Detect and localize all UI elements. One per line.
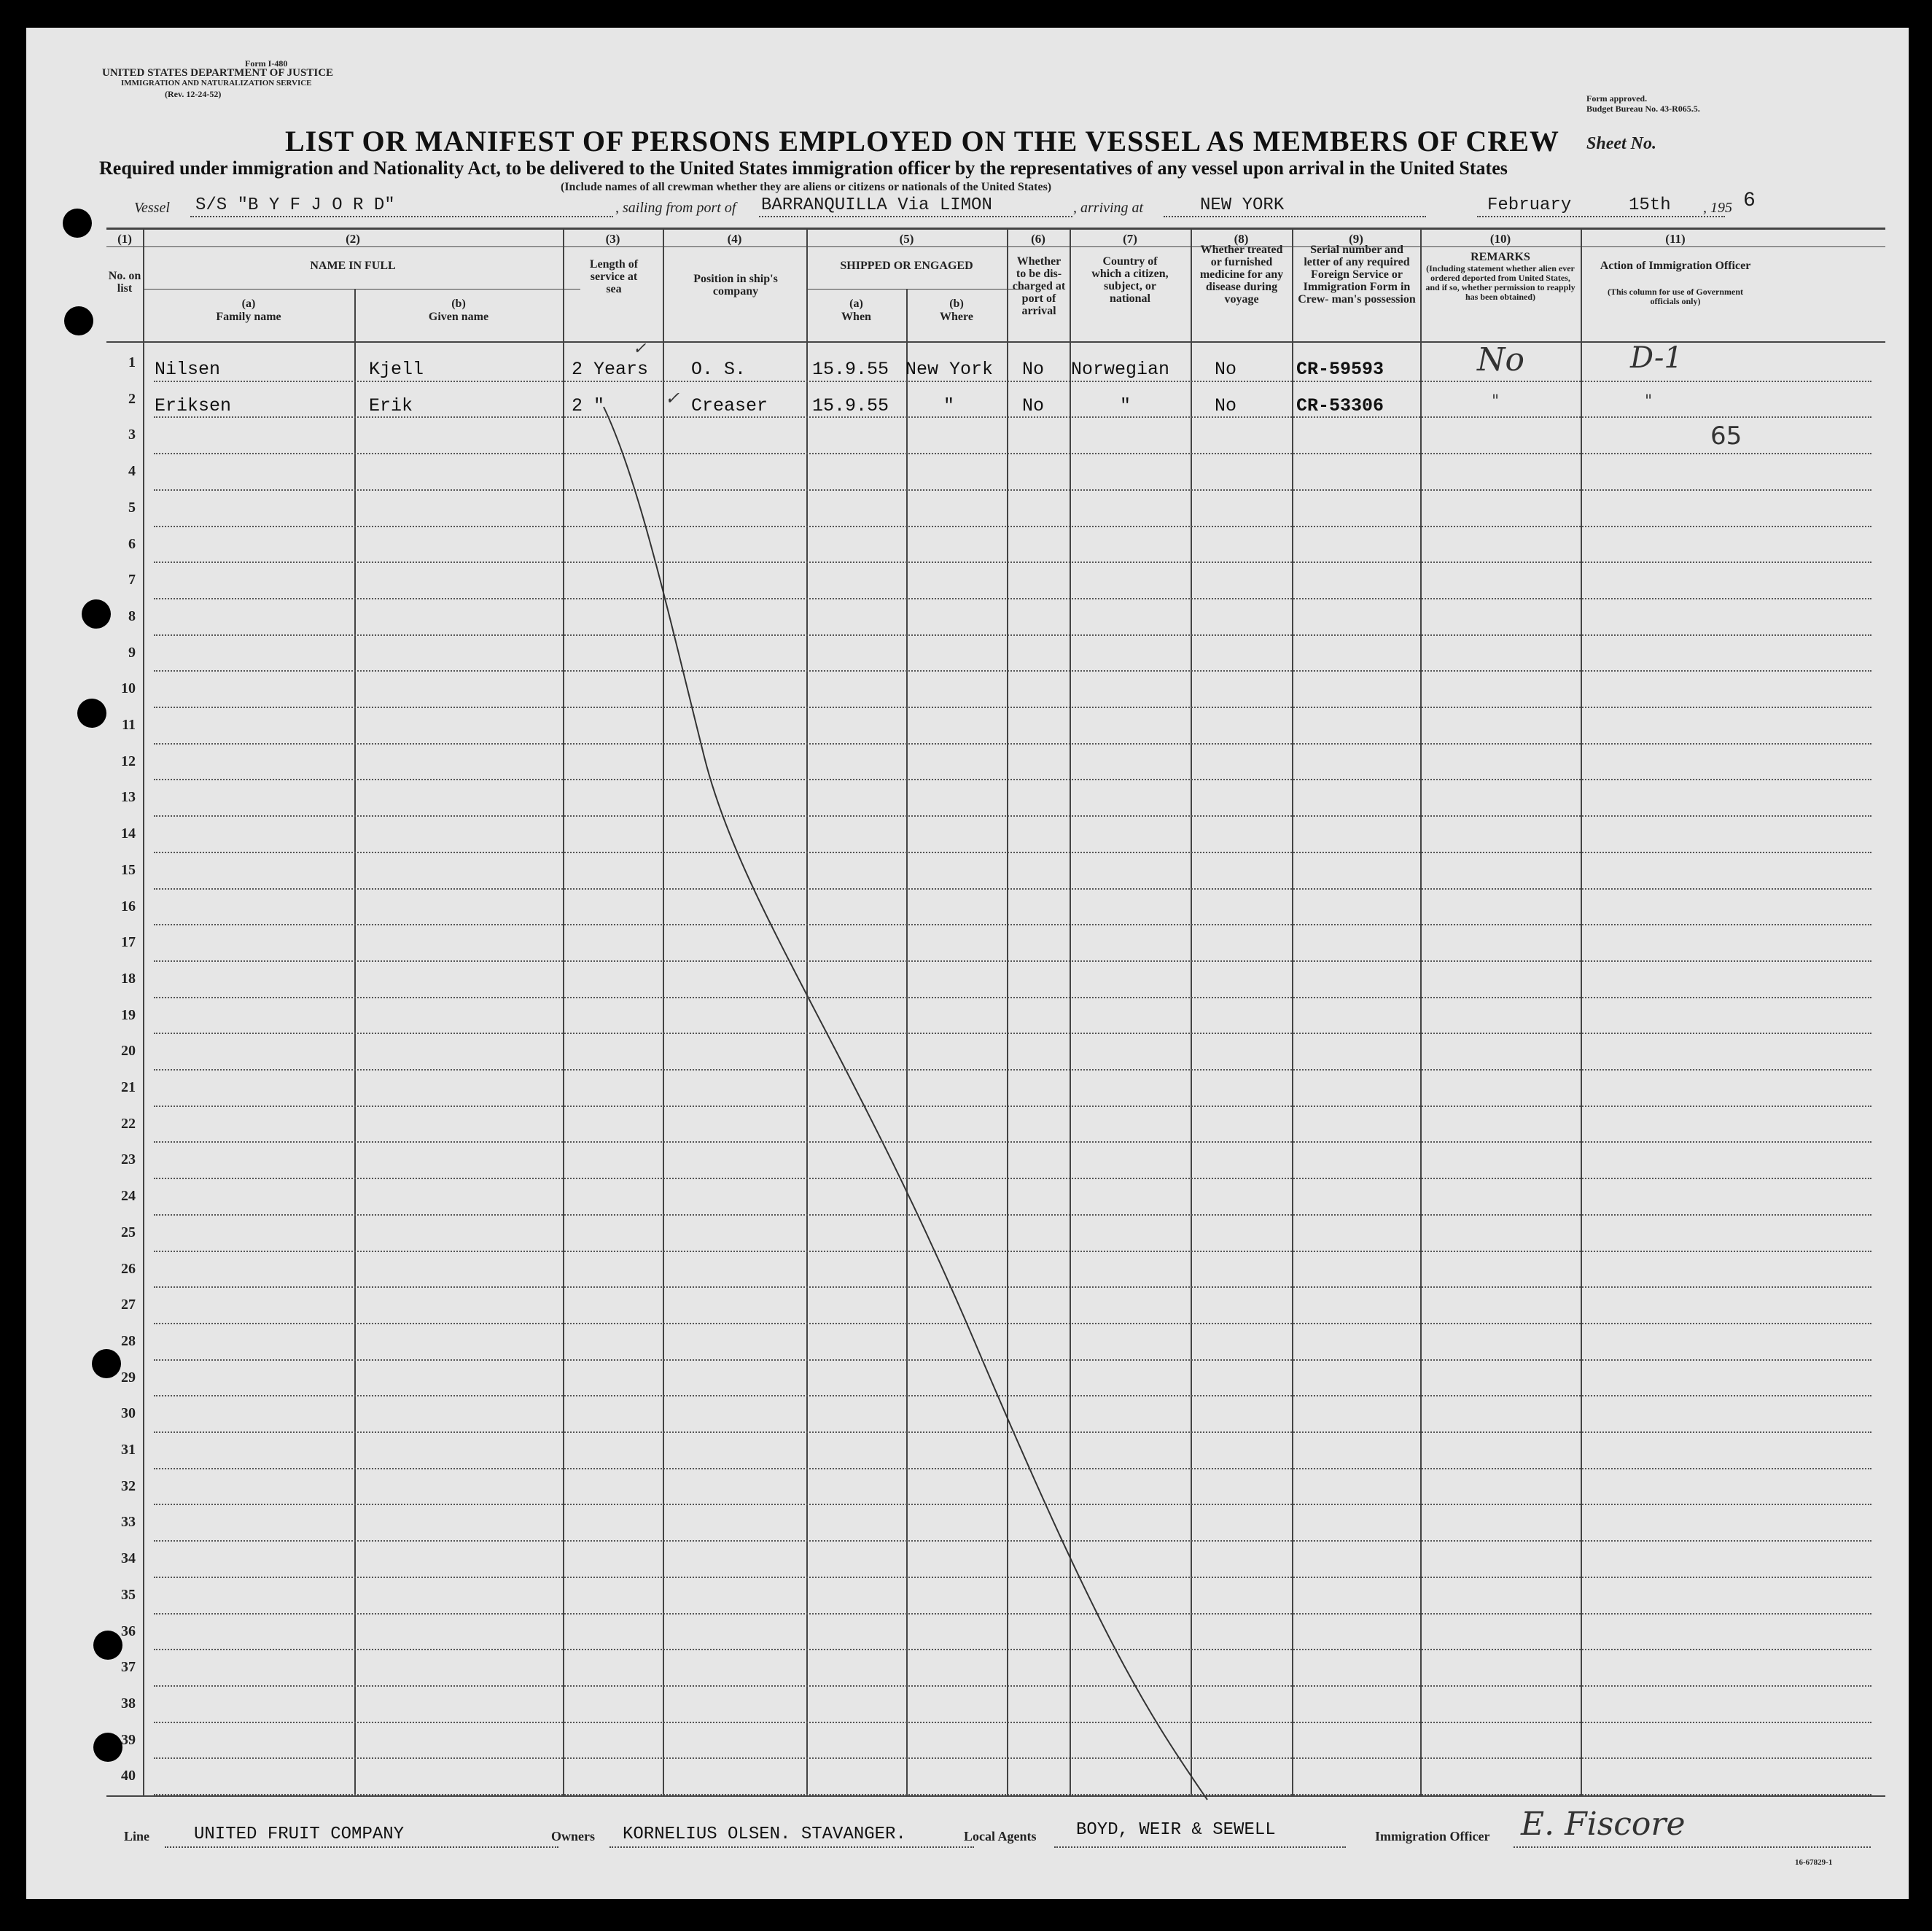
sailing-value: BARRANQUILLA Via LIMON — [761, 195, 992, 215]
footer-line-value: UNITED FRUIT COMPANY — [194, 1825, 405, 1844]
colnum-5: (5) — [899, 232, 914, 246]
sailing-label: , sailing from port of — [615, 200, 736, 216]
cell-discharged: No — [1022, 359, 1045, 380]
footer-line-underline — [165, 1846, 558, 1848]
check-mark-icon: ✓ — [633, 340, 647, 358]
footer-officer-underline — [1514, 1846, 1871, 1848]
row-number: 38 — [121, 1695, 136, 1712]
row-number: 1 — [128, 354, 136, 370]
row-number: 13 — [121, 789, 136, 805]
cell-family-name: Eriksen — [155, 395, 232, 416]
footer-officer-label: Immigration Officer — [1375, 1829, 1490, 1843]
cell-length: 2 Years — [572, 359, 649, 380]
cell-family-name: Nilsen — [155, 359, 221, 380]
row-number: 18 — [121, 971, 136, 987]
cell-position: Creaser — [691, 395, 768, 416]
row-number: 16 — [121, 898, 136, 914]
header-action-note: (This column for use of Government officials only) — [1607, 287, 1744, 306]
colnum-7: (7) — [1123, 232, 1137, 246]
header-family-name: Family name — [216, 311, 281, 323]
header-given-name: Given name — [428, 311, 489, 323]
cell-given-name: Erik — [369, 395, 413, 416]
row-number: 32 — [121, 1478, 136, 1494]
row-number: 29 — [121, 1369, 136, 1386]
colnum-6: (6) — [1031, 232, 1045, 246]
print-code: 16-67829-1 — [1795, 1858, 1833, 1867]
check-mark-icon: ✓ — [665, 388, 680, 408]
row-number: 15 — [121, 862, 136, 878]
row-number: 26 — [121, 1261, 136, 1277]
manifest-page — [26, 28, 1909, 1899]
row-number: 21 — [121, 1079, 136, 1095]
header-action: Action of Immigration Officer — [1600, 260, 1751, 272]
header-given-b: (b) — [451, 298, 466, 310]
header-country: Country of which a citizen, subject, or national — [1091, 255, 1169, 305]
vessel-label: Vessel — [134, 200, 170, 216]
arriving-value: NEW YORK — [1200, 195, 1285, 215]
row-number: 30 — [121, 1405, 136, 1421]
sheet-label: Sheet No. — [1586, 134, 1656, 153]
vessel-value: S/S "B Y F J O R D" — [195, 195, 395, 215]
footer-owners-value: KORNELIUS OLSEN. STAVANGER. — [623, 1825, 906, 1844]
revision: (Rev. 12-24-52) — [165, 89, 222, 99]
cell-medicine: No — [1215, 359, 1237, 380]
budget-bureau: Budget Bureau No. 43-R065.5. — [1586, 104, 1700, 114]
row-number: 37 — [121, 1659, 136, 1675]
colnum-2: (2) — [346, 232, 360, 246]
row-number: 7 — [128, 572, 136, 588]
form-number: Form I-480 — [245, 58, 288, 69]
arriving-label: , arriving at — [1073, 200, 1144, 216]
date-month: February — [1487, 195, 1572, 215]
row-number: 33 — [121, 1514, 136, 1530]
header-where: Where — [940, 311, 973, 323]
row-number: 8 — [128, 608, 136, 624]
row-number: 27 — [121, 1297, 136, 1313]
cell-medicine: No — [1215, 395, 1237, 416]
cell-action-handwritten: D-1 — [1630, 341, 1683, 375]
cell-position: O. S. — [691, 359, 747, 380]
cell-length: 2 " — [572, 395, 605, 416]
row-number: 11 — [122, 717, 136, 733]
cell-remarks-handwritten: " — [1492, 392, 1500, 411]
cell-where: New York — [905, 359, 994, 380]
row-number: 17 — [121, 934, 136, 950]
form-approved: Form approved. — [1586, 93, 1648, 104]
row-number: 3 — [128, 427, 136, 443]
cell-country: " — [1120, 395, 1131, 416]
colnum-1: (1) — [117, 232, 132, 246]
header-name-in-full: NAME IN FULL — [310, 260, 396, 272]
cell-given-name: Kjell — [369, 359, 424, 380]
row-number: 25 — [121, 1224, 136, 1240]
page-subtitle: Required under immigration and Nationality Act, to be delivered to the United States immigration officer by the representatives of any vessel upon arrival in the United States — [99, 158, 1508, 179]
footer-owners-label: Owners — [551, 1829, 595, 1843]
row-number: 19 — [121, 1007, 136, 1023]
footer-agents-underline — [1054, 1846, 1346, 1848]
cell-when: 15.9.55 — [812, 395, 889, 416]
row-number: 6 — [128, 536, 136, 552]
cell-where: " — [943, 395, 955, 416]
row-number: 12 — [121, 753, 136, 769]
cell-country: Norwegian — [1071, 359, 1170, 380]
row-number: 31 — [121, 1442, 136, 1458]
footer-owners-underline — [609, 1846, 974, 1848]
header-when: When — [841, 311, 871, 323]
colnum-3: (3) — [605, 232, 620, 246]
cell-action-handwritten: " — [1645, 392, 1653, 411]
header-shipped: SHIPPED OR ENGAGED — [840, 260, 973, 272]
header-family-a: (a) — [241, 298, 256, 310]
cell-remarks-handwritten: No — [1477, 341, 1524, 378]
colnum-4: (4) — [727, 232, 742, 246]
header-length: Length of service at sea — [589, 258, 639, 295]
colnum-9: (9) — [1349, 232, 1363, 246]
header-remarks: REMARKS — [1471, 251, 1530, 263]
row-number: 5 — [128, 500, 136, 516]
row-number: 35 — [121, 1587, 136, 1603]
header-discharged: Whether to be dis- charged at port of arrival — [1012, 255, 1066, 317]
page-title: LIST OR MANIFEST OF PERSONS EMPLOYED ON THE VESSEL AS MEMBERS OF CREW — [285, 125, 1559, 158]
row-number: 9 — [128, 645, 136, 661]
colnum-11: (11) — [1665, 232, 1686, 246]
row-number: 28 — [121, 1333, 136, 1349]
row-number: 23 — [121, 1151, 136, 1167]
footer-agents-label: Local Agents — [964, 1829, 1037, 1843]
row-number: 22 — [121, 1116, 136, 1132]
header-when-a: (a) — [849, 298, 863, 310]
header-serial: Serial number and letter of any required Foreign Service or Immigration Form in Crew- man's possession — [1298, 244, 1416, 306]
officer-signature: E. Fiscore — [1521, 1806, 1686, 1843]
row-number: 36 — [121, 1623, 136, 1639]
colnum-10: (10) — [1489, 232, 1511, 246]
row-number: 40 — [121, 1768, 136, 1784]
row-number: 4 — [128, 463, 136, 479]
cell-serial: CR-59593 — [1296, 359, 1384, 380]
date-day: 15th — [1629, 195, 1671, 215]
service: IMMIGRATION AND NATURALIZATION SERVICE — [121, 79, 312, 88]
row-number: 20 — [121, 1043, 136, 1059]
row-number: 39 — [121, 1732, 136, 1748]
department: UNITED STATES DEPARTMENT OF JUSTICE — [102, 67, 334, 79]
margin-note: 65 — [1710, 421, 1742, 451]
row-number: 24 — [121, 1188, 136, 1204]
cell-discharged: No — [1022, 395, 1045, 416]
row-number: 2 — [128, 391, 136, 407]
colnum-8: (8) — [1234, 232, 1249, 246]
footer-agents-value: BOYD, WEIR & SEWELL — [1076, 1820, 1276, 1840]
year-suffix: 6 — [1743, 190, 1756, 212]
header-no-on-list: No. on list — [108, 270, 141, 295]
year-prefix: , 195 — [1703, 200, 1732, 216]
pen-stroke — [26, 28, 1909, 1899]
row-number: 10 — [121, 680, 136, 696]
cell-when: 15.9.55 — [812, 359, 889, 380]
header-remarks-note: (Including statement whether alien ever ordered deported from United States, and if so, whether permission to reapply has been obtained) — [1425, 263, 1575, 302]
header-where-b: (b) — [949, 298, 964, 310]
header-position: Position in ship's company — [693, 273, 778, 298]
header-medicine: Whether treated or furnished medicine for any disease during voyage — [1199, 244, 1284, 306]
include-note: (Include names of all crewman whether they are aliens or citizens or nationals of the United States) — [561, 181, 1052, 193]
footer-line-label: Line — [124, 1829, 150, 1843]
cell-serial: CR-53306 — [1296, 395, 1384, 416]
row-number: 14 — [121, 825, 136, 842]
row-number: 34 — [121, 1550, 136, 1566]
